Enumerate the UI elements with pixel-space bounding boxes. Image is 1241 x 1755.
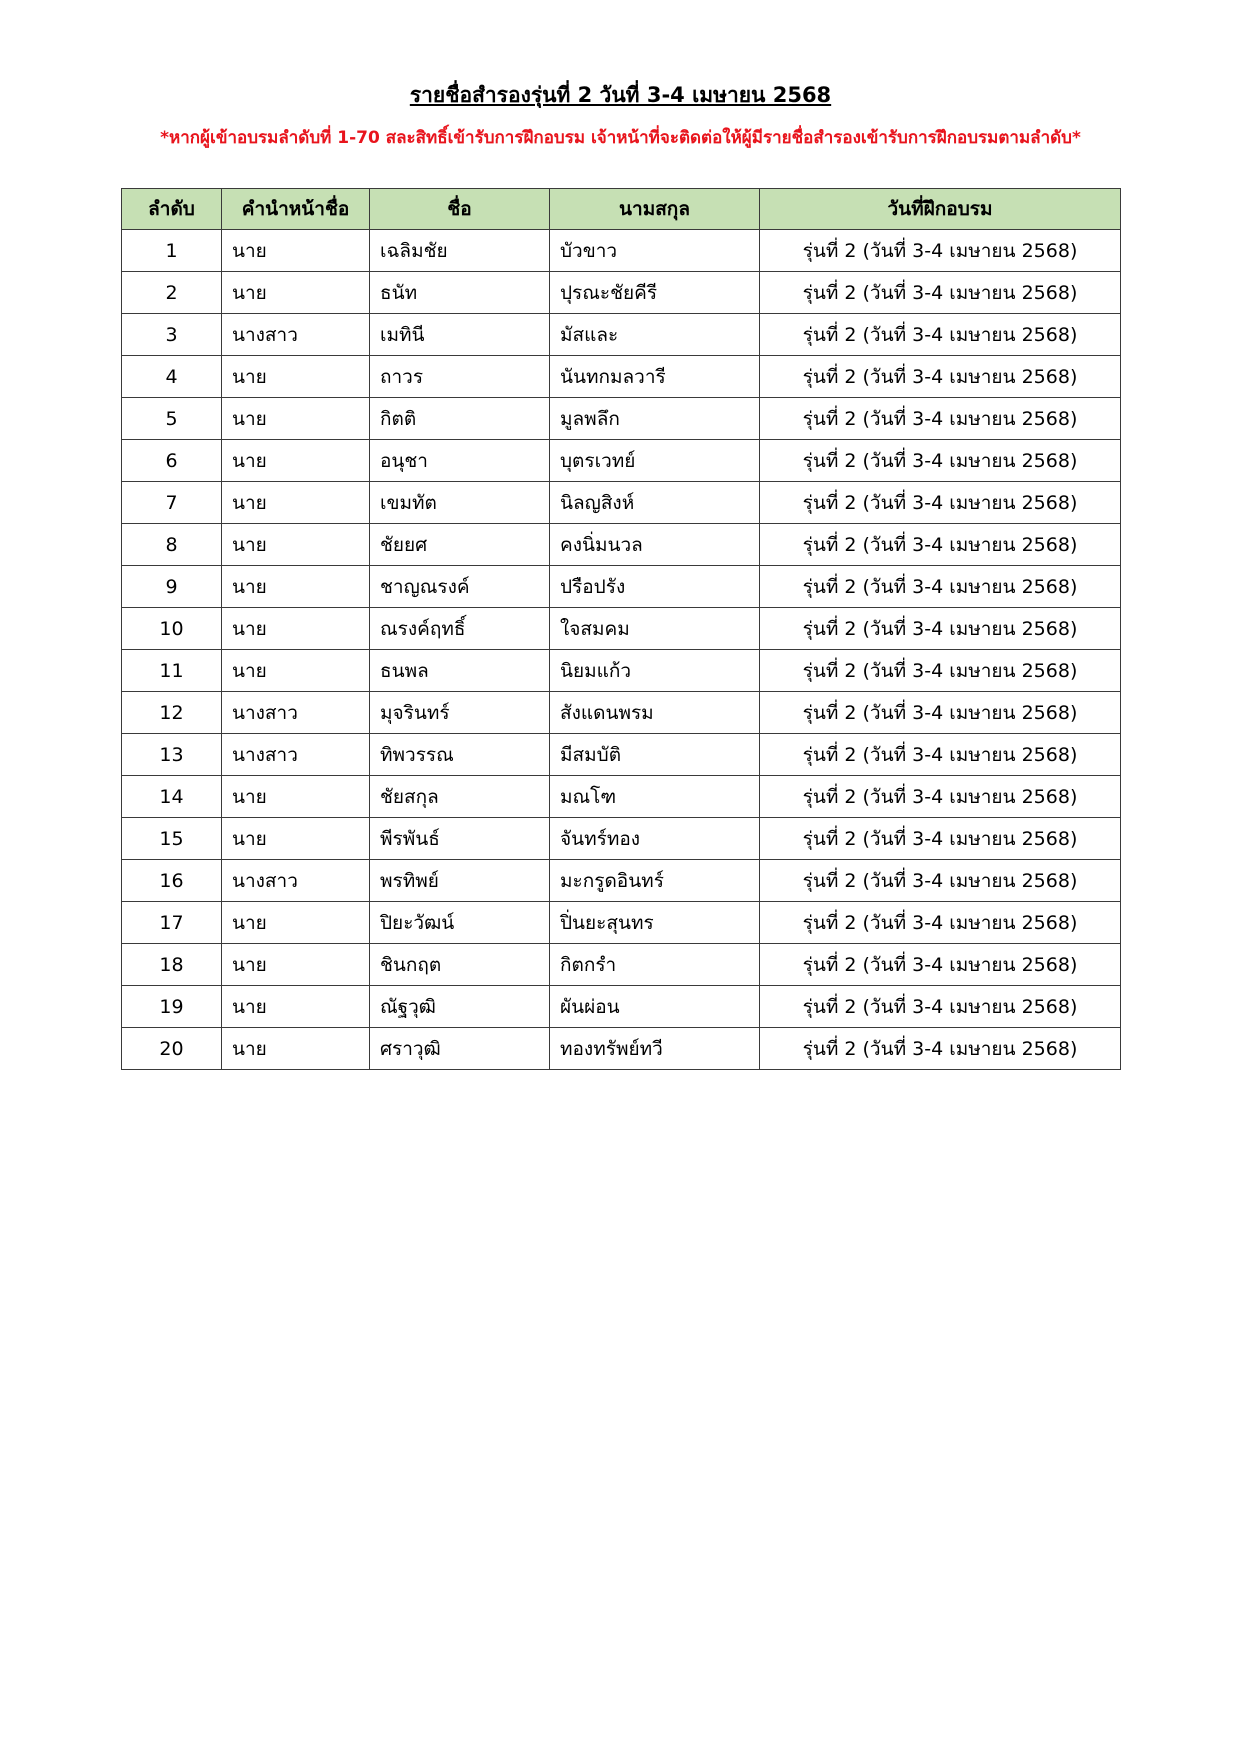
table-row [122, 734, 1121, 776]
cell-training-date: รุ่นที่ 2 (วันที่ 3-4 เมษายน 2568) [760, 776, 1121, 818]
cell-training-date: รุ่นที่ 2 (วันที่ 3-4 เมษายน 2568) [760, 272, 1121, 314]
table-row [122, 608, 1121, 650]
cell-order: 4 [122, 356, 222, 398]
cell-prefix: นางสาว [222, 734, 370, 776]
cell-order: 10 [122, 608, 222, 650]
cell-prefix: นาย [222, 944, 370, 986]
cell-prefix: นางสาว [222, 692, 370, 734]
cell-last-name: ปรือปรัง [550, 566, 760, 608]
cell-training-date: รุ่นที่ 2 (วันที่ 3-4 เมษายน 2568) [760, 356, 1121, 398]
cell-order: 6 [122, 440, 222, 482]
cell-prefix: นาย [222, 986, 370, 1028]
cell-last-name: ปิ่นยะสุนทร [550, 902, 760, 944]
table-row [122, 692, 1121, 734]
reserve-note: *หากผู้เข้าอบรมลำดับที่ 1-70 สละสิทธิ์เข้ารับการฝึกอบรม เจ้าหน้าที่จะติดต่อให้ผู้มีรายชื่อสำรองเข้ารับการฝึกอบรมตามลำดับ* [160, 128, 1081, 148]
cell-last-name: ปุรณะชัยคีรี [550, 272, 760, 314]
cell-prefix: นาย [222, 1028, 370, 1070]
cell-prefix: นาย [222, 482, 370, 524]
cell-prefix: นาย [222, 398, 370, 440]
table-row [122, 356, 1121, 398]
cell-last-name: นิลญสิงห์ [550, 482, 760, 524]
table-row [122, 860, 1121, 902]
cell-first-name: พรทิพย์ [370, 860, 550, 902]
cell-prefix: นาย [222, 902, 370, 944]
table-row [122, 230, 1121, 272]
cell-training-date: รุ่นที่ 2 (วันที่ 3-4 เมษายน 2568) [760, 482, 1121, 524]
cell-training-date: รุ่นที่ 2 (วันที่ 3-4 เมษายน 2568) [760, 1028, 1121, 1070]
cell-last-name: คงนิ่มนวล [550, 524, 760, 566]
cell-order: 17 [122, 902, 222, 944]
cell-last-name: มีสมบัติ [550, 734, 760, 776]
cell-prefix: นาย [222, 608, 370, 650]
cell-training-date: รุ่นที่ 2 (วันที่ 3-4 เมษายน 2568) [760, 440, 1121, 482]
table-row [122, 776, 1121, 818]
cell-training-date: รุ่นที่ 2 (วันที่ 3-4 เมษายน 2568) [760, 608, 1121, 650]
cell-first-name: เมทินี [370, 314, 550, 356]
cell-last-name: นิยมแก้ว [550, 650, 760, 692]
cell-order: 1 [122, 230, 222, 272]
header-last-name: นามสกุล [550, 189, 760, 230]
cell-first-name: พีรพันธ์ [370, 818, 550, 860]
cell-order: 5 [122, 398, 222, 440]
cell-training-date: รุ่นที่ 2 (วันที่ 3-4 เมษายน 2568) [760, 398, 1121, 440]
cell-order: 13 [122, 734, 222, 776]
cell-first-name: มุจรินทร์ [370, 692, 550, 734]
table-row [122, 650, 1121, 692]
table-row [122, 440, 1121, 482]
cell-order: 9 [122, 566, 222, 608]
cell-order: 12 [122, 692, 222, 734]
header-training-date: วันที่ฝึกอบรม [760, 189, 1121, 230]
cell-prefix: นาย [222, 566, 370, 608]
cell-first-name: ชาญณรงค์ [370, 566, 550, 608]
cell-training-date: รุ่นที่ 2 (วันที่ 3-4 เมษายน 2568) [760, 860, 1121, 902]
cell-order: 20 [122, 1028, 222, 1070]
cell-training-date: รุ่นที่ 2 (วันที่ 3-4 เมษายน 2568) [760, 986, 1121, 1028]
reserve-list-table [121, 188, 1121, 1070]
cell-last-name: ใจสมคม [550, 608, 760, 650]
cell-last-name: บัวขาว [550, 230, 760, 272]
cell-last-name: สังแดนพรม [550, 692, 760, 734]
cell-last-name: นันทกมลวารี [550, 356, 760, 398]
cell-prefix: นางสาว [222, 314, 370, 356]
cell-order: 16 [122, 860, 222, 902]
cell-order: 8 [122, 524, 222, 566]
cell-last-name: มัสและ [550, 314, 760, 356]
cell-prefix: นาย [222, 230, 370, 272]
cell-last-name: มูลพลึก [550, 398, 760, 440]
cell-first-name: ณรงค์ฤทธิ์ [370, 608, 550, 650]
cell-training-date: รุ่นที่ 2 (วันที่ 3-4 เมษายน 2568) [760, 650, 1121, 692]
cell-order: 18 [122, 944, 222, 986]
cell-training-date: รุ่นที่ 2 (วันที่ 3-4 เมษายน 2568) [760, 944, 1121, 986]
table-row [122, 818, 1121, 860]
table-row [122, 944, 1121, 986]
cell-first-name: ธนพล [370, 650, 550, 692]
cell-training-date: รุ่นที่ 2 (วันที่ 3-4 เมษายน 2568) [760, 566, 1121, 608]
cell-first-name: กิตติ [370, 398, 550, 440]
cell-first-name: เขมทัต [370, 482, 550, 524]
header-prefix: คำนำหน้าชื่อ [222, 189, 370, 230]
cell-order: 15 [122, 818, 222, 860]
table-row [122, 1028, 1121, 1070]
header-order: ลำดับ [122, 189, 222, 230]
table-row [122, 902, 1121, 944]
cell-first-name: ชัยสกุล [370, 776, 550, 818]
cell-prefix: นางสาว [222, 860, 370, 902]
cell-first-name: เฉลิมชัย [370, 230, 550, 272]
cell-order: 2 [122, 272, 222, 314]
table-row [122, 566, 1121, 608]
table-row [122, 272, 1121, 314]
cell-first-name: ชัยยศ [370, 524, 550, 566]
table-header-row [122, 189, 1121, 230]
cell-order: 7 [122, 482, 222, 524]
cell-order: 14 [122, 776, 222, 818]
table-row [122, 524, 1121, 566]
cell-first-name: ศราวุฒิ [370, 1028, 550, 1070]
table-row [122, 482, 1121, 524]
cell-order: 3 [122, 314, 222, 356]
cell-training-date: รุ่นที่ 2 (วันที่ 3-4 เมษายน 2568) [760, 314, 1121, 356]
cell-order: 19 [122, 986, 222, 1028]
cell-last-name: บุตรเวทย์ [550, 440, 760, 482]
cell-first-name: ถาวร [370, 356, 550, 398]
cell-training-date: รุ่นที่ 2 (วันที่ 3-4 เมษายน 2568) [760, 230, 1121, 272]
cell-prefix: นาย [222, 440, 370, 482]
cell-first-name: ณัฐวุฒิ [370, 986, 550, 1028]
cell-last-name: กิตกรำ [550, 944, 760, 986]
cell-last-name: มะกรูดอินทร์ [550, 860, 760, 902]
cell-prefix: นาย [222, 356, 370, 398]
cell-prefix: นาย [222, 776, 370, 818]
table-row [122, 314, 1121, 356]
cell-first-name: ทิพวรรณ [370, 734, 550, 776]
cell-last-name: ผันผ่อน [550, 986, 760, 1028]
cell-training-date: รุ่นที่ 2 (วันที่ 3-4 เมษายน 2568) [760, 734, 1121, 776]
cell-first-name: ธนัท [370, 272, 550, 314]
cell-last-name: มณโฑ [550, 776, 760, 818]
cell-first-name: ปิยะวัฒน์ [370, 902, 550, 944]
cell-prefix: นาย [222, 524, 370, 566]
cell-last-name: จันทร์ทอง [550, 818, 760, 860]
cell-prefix: นาย [222, 272, 370, 314]
cell-order: 11 [122, 650, 222, 692]
table-row [122, 986, 1121, 1028]
cell-first-name: ชินกฤต [370, 944, 550, 986]
page-title: รายชื่อสำรองรุ่นที่ 2 วันที่ 3-4 เมษายน 2568 [409, 83, 832, 107]
cell-prefix: นาย [222, 650, 370, 692]
cell-last-name: ทองทรัพย์ทวี [550, 1028, 760, 1070]
table-body [122, 230, 1121, 1070]
cell-first-name: อนุชา [370, 440, 550, 482]
cell-training-date: รุ่นที่ 2 (วันที่ 3-4 เมษายน 2568) [760, 692, 1121, 734]
cell-prefix: นาย [222, 818, 370, 860]
cell-training-date: รุ่นที่ 2 (วันที่ 3-4 เมษายน 2568) [760, 524, 1121, 566]
header-first-name: ชื่อ [370, 189, 550, 230]
table-row [122, 398, 1121, 440]
cell-training-date: รุ่นที่ 2 (วันที่ 3-4 เมษายน 2568) [760, 818, 1121, 860]
cell-training-date: รุ่นที่ 2 (วันที่ 3-4 เมษายน 2568) [760, 902, 1121, 944]
